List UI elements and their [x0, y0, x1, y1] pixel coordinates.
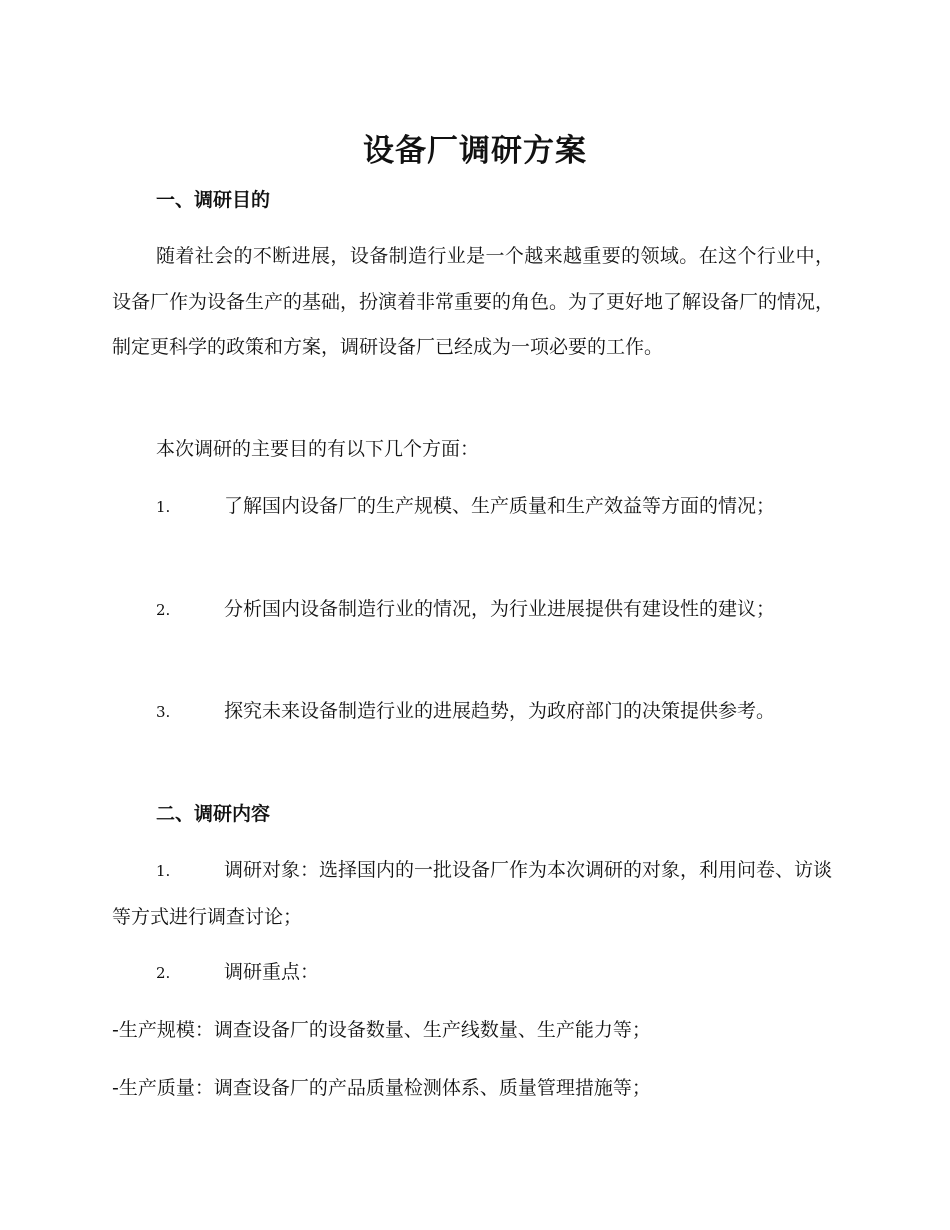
list-item-text: 调研重点： [224, 961, 320, 983]
section-heading-purpose: 一、调研目的 [156, 189, 271, 211]
section-heading-content: 二、调研内容 [156, 803, 271, 825]
paragraph-intro: 随着社会的不断进展，设备制造行业是一个越来越重要的领域。在这个行业中，设备厂作为设备生产的基础，扮演着非常重要的角色。为了更好地了解设备厂的情况，制定更科学的政策和方案，调研设备厂已经成为一项必要的工作。 [112, 245, 835, 358]
list-item-number: 3. [156, 703, 171, 721]
list-item-text: 调研对象：选择国内的一批设备厂作为本次调研的对象，利用问卷、访谈等方式进行调查讨论； [112, 859, 833, 928]
list-item [112, 587, 834, 634]
list-item [112, 689, 834, 736]
paragraph-goals-lead: 本次调研的主要目的有以下几个方面： [156, 438, 480, 460]
list-item-number: 1. [156, 498, 171, 516]
list-item-number: 1. [156, 862, 171, 880]
document-title: 设备厂调研方案 [363, 133, 587, 169]
list-item-text: 分析国内设备制造行业的情况，为行业进展提供有建设性的建议； [224, 598, 776, 620]
bullet-line-scale: -生产规模：调查设备厂的设备数量、生产线数量、生产能力等； [112, 1019, 651, 1041]
list-item-number: 2. [156, 601, 171, 619]
bullet-line-quality: -生产质量：调查设备厂的产品质量检测体系、质量管理措施等； [112, 1077, 651, 1099]
list-item [112, 848, 834, 940]
list-item-number: 2. [156, 964, 171, 982]
list-item [112, 484, 834, 531]
list-item-text: 探究未来设备制造行业的进展趋势，为政府部门的决策提供参考。 [224, 700, 776, 722]
list-item-text: 了解国内设备厂的生产规模、生产质量和生产效益等方面的情况； [224, 495, 776, 517]
list-item [112, 950, 834, 997]
